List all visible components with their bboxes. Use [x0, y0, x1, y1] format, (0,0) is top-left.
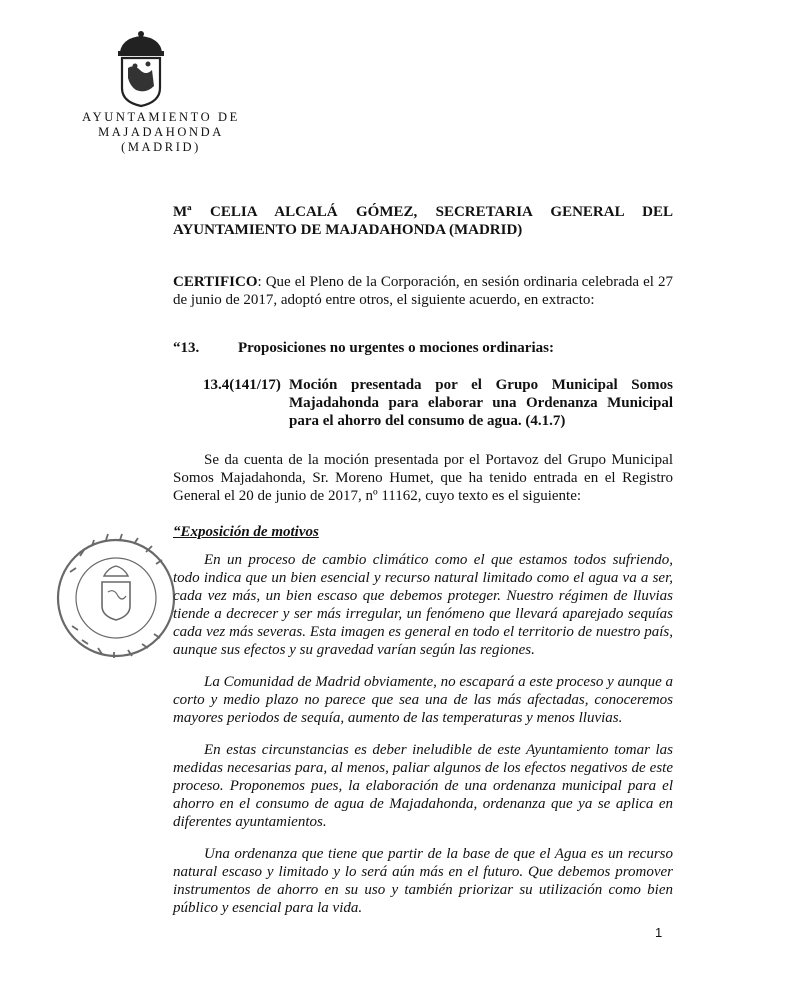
exposition-paragraph-1: En un proceso de cambio climático como el que estamos todos sufriendo, todo indica que un bien esencial y recurso natural limitado como el agua va a ser, cada vez más, un bien escaso que debemos proteger. Nuestro régimen de lluvias tiende a decrecer y ser más irregular, un fenómeno que llevará aparejado sequías cada vez más severas. Esta imagen es general en todo el territorio de nuestro país, aunque sus efectos y su gravedad varían según las regiones.	[173, 552, 673, 658]
exposition-title: “Exposición de motivos	[173, 524, 319, 540]
official-seal-icon	[54, 516, 178, 680]
document-body	[173, 203, 673, 917]
section-title: Proposiciones no urgentes o mociones ordinarias:	[238, 340, 554, 356]
institution-header	[70, 110, 252, 155]
motion-heading	[173, 376, 673, 430]
motion-code: 13.4(141/17)	[203, 377, 281, 393]
secretary-line-1: Mª CELIA ALCALÁ GÓMEZ, SECRETARIA GENERAL DEL	[173, 204, 673, 220]
secretary-heading	[173, 203, 673, 239]
header-line-3: (MADRID)	[121, 140, 201, 154]
secretary-line-2: AYUNTAMIENTO DE MAJADAHONDA (MADRID)	[173, 222, 523, 238]
header-line-2: MAJADAHONDA	[98, 125, 224, 139]
motion-title: Moción presentada por el Grupo Municipal Somos Majadahonda para elaborar una Ordenanza Municipal para el ahorro del consumo de agua. (4.1.7)	[289, 377, 673, 429]
section-number: “13.	[173, 340, 200, 356]
coat-of-arms-icon	[110, 30, 172, 108]
certificate-lead: CERTIFICO	[173, 274, 258, 290]
certificate-paragraph	[173, 273, 673, 309]
header-line-1: AYUNTAMIENTO DE	[82, 110, 240, 124]
exposition-paragraph-4: Una ordenanza que tiene que partir de la base de que el Agua es un recurso natural escaso y limitado y lo será aún más en el futuro. Que debemos promover instrumentos de ahorro en su uso y también priorizar su utilización como bien público y esencial para la vida.	[173, 846, 673, 916]
page-number: 1	[655, 925, 663, 940]
exposition-paragraph-2: La Comunidad de Madrid obviamente, no escapará a este proceso y aunque a corto y medio plazo no parece que sea una de las más afectadas, conoceremos mayores periodos de sequía, aumento de las temperaturas y menos lluvias.	[173, 674, 673, 726]
section-heading	[173, 339, 673, 357]
certificate-text: : Que el Pleno de la Corporación, en sesión ordinaria celebrada el 27 de junio de 2017, adoptó entre otros, el siguiente acuerdo, en extracto:	[173, 274, 673, 308]
intro-paragraph: Se da cuenta de la moción presentada por el Portavoz del Grupo Municipal Somos Majadahonda, Sr. Moreno Humet, que ha tenido entrada en el Registro General el 20 de junio de 2017, nº 11162, cuyo texto es el siguiente:	[173, 452, 673, 504]
exposition-paragraph-3: En estas circunstancias es deber ineludible de este Ayuntamiento tomar las medidas necesarias para, al menos, paliar algunos de los efectos negativos de este proceso. Proponemos pues, la elaboración de una ordenanza municipal para el ahorro en el consumo de agua de Majadahonda, ordenanza que ya se aplica en diferentes ayuntamientos.	[173, 742, 673, 830]
